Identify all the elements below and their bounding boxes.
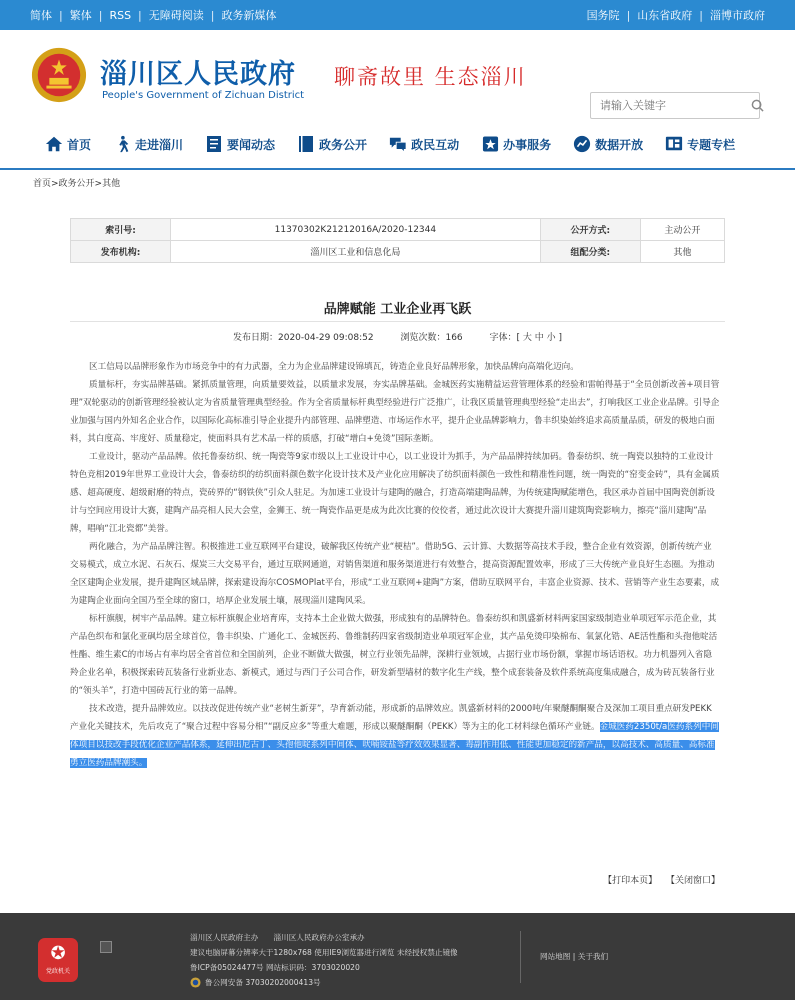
footer-police-text: 鲁公网安备 37030202000413号: [205, 978, 321, 987]
article-paragraph: 工业设计，驱动产品品牌。依托鲁泰纺织、统一陶瓷等9家市级以上工业设计中心，以工业设计为抓手，为产品品牌持续加码。鲁泰纺织、统一陶瓷以独特的工业设计特色竞相2019年世界工业设计大会，鲁泰纺织的纺织面料颜色数字化设计技术及产业化应用解决了纺织面料颜色一致性和精准性问题，统一陶瓷的“窑变金砖”，具有金属质感、超高硬度、超级耐磨的特点，瓷砖界的“钢铁侠”引众人驻足。为加速工业设计与建陶的融合，打造高端建陶品牌，为传统建陶赋能增色，我区承办首届中国陶瓷创新设计与空间应用设计大赛，建陶产品亮相人民大会堂，金狮王、统一陶瓷作品更是成为此次比赛的佼佼者，通过此次设计大赛提升淄川建筑陶瓷影响力，擦亮“淄川建陶”品牌，唱响“江北瓷都”美誉。: [70, 452, 720, 534]
book-icon: [296, 134, 316, 154]
category-label: 组配分类:: [540, 241, 640, 263]
article-paragraph-text: 技术改造，提升品牌效应。以技改促进传统产业“老树生新芽”，孕育新动能，形成新的品牌效应。凯盛新材料的2000吨/年聚醚酮酮聚合及深加工项目重点研发PEKK产业化关键技术，先后攻克了“聚合过程中容易分相”“副反应多”等重大难题，形成以聚醚酮酮（PEKK）等为主的化工材料绿色循环产业链。: [70, 704, 712, 732]
article-paragraph: 两化融合，为产品品牌注智。积极推进工业互联网平台建设，破解我区传统产业“梗桔”。借助5G、云计算、大数据等高技术手段，整合企业有效资源，创新传统产业交易模式，成立水泥、石灰石、煤炭三大交易平台，通过互联网通道，对销售渠道和服务渠道进行有效整合，提高资源配置效率，形成了三大传统产业良好生态圈。为推动全区建陶企业发展，提升建陶区域品牌，探索建设海尔COSMOPlat平台，形成“工业互联网+建陶”方案，借助互联网平台，丰富企业资源、技术、营销等产业生态要素，成为建陶企业面向全国乃至全球的窗口，培厚企业发展土壤，展现淄川建陶风采。: [70, 542, 720, 606]
link-accessibility[interactable]: 无障碍阅读: [148, 9, 204, 22]
top-bar: [0, 0, 795, 30]
breadcrumb[interactable]: 首页>政务公开>其他: [33, 179, 121, 189]
site-footer: [0, 913, 795, 1000]
link-traditional[interactable]: 繁体: [69, 9, 92, 22]
link-shandong-gov[interactable]: 山东省政府: [637, 9, 693, 22]
nav-services-label: 办事服务: [503, 137, 552, 152]
nav-open-data-label: 数据开放: [595, 137, 644, 152]
nav-home-label: 首页: [67, 137, 92, 152]
nav-gov-affairs-label: 政务公开: [319, 137, 368, 152]
link-state-council[interactable]: 国务院: [586, 9, 620, 22]
category-value: 其他: [640, 241, 724, 263]
link-rss[interactable]: RSS: [109, 8, 132, 22]
org-value: 淄川区工业和信息化局: [171, 241, 541, 263]
nav-interaction-label: 政民互动: [411, 137, 460, 152]
separator: |: [626, 8, 631, 22]
article-title: 品牌赋能 工业企业再飞跃: [323, 302, 472, 317]
nav-news-label: 要闻动态: [227, 137, 276, 152]
interaction-icon: [388, 134, 408, 154]
nav-about-label: 走进淄川: [135, 137, 184, 152]
selected-text: 金城医药2350t/a医药系列中间体项目以技改手段优化企业产品体系，延伸出尼古丁、头孢他啶系列中间体、吠喃铵盐等疗效效果显著、毒副作用低、性能更加稳定的新产品，以高技术、高质量、高标准勇立医药品牌潮头。: [70, 722, 719, 768]
main-nav: [0, 120, 795, 170]
search-icon[interactable]: [751, 99, 764, 112]
site-title[interactable]: 淄川区人民政府: [100, 59, 296, 90]
police-badge-icon: [190, 977, 201, 988]
separator: |: [699, 8, 703, 22]
broken-image-icon: [100, 941, 112, 953]
nav-open-data[interactable]: [572, 120, 643, 168]
method-value: 主动公开: [640, 219, 724, 241]
nav-topics[interactable]: [664, 120, 735, 168]
walk-icon: [112, 134, 132, 154]
search-input[interactable]: [591, 93, 751, 118]
divider: [70, 321, 725, 322]
nav-topics-label: 专题专栏: [687, 137, 736, 152]
separator: |: [59, 8, 63, 22]
nav-interaction[interactable]: [388, 120, 459, 168]
article-actions: [597, 873, 720, 886]
nav-services[interactable]: [480, 120, 551, 168]
font-size-switcher[interactable]: 字体：[ 大 中 小 ]: [489, 333, 562, 343]
separator: |: [138, 8, 142, 22]
footer-links: [540, 951, 608, 962]
link-simplified[interactable]: 简体: [30, 9, 52, 22]
view-count: 浏览次数：166: [400, 333, 463, 343]
nav-about[interactable]: [112, 120, 183, 168]
method-label: 公开方式:: [540, 219, 640, 241]
separator: |: [570, 952, 578, 961]
nav-gov-affairs[interactable]: [296, 120, 367, 168]
footer-browser-note: 建议电脑屏幕分辨率大于1280x768 使用IE9浏览器进行浏览 未经授权禁止镜像: [190, 948, 458, 957]
emblem-icon: ✪: [50, 943, 66, 964]
link-zibo-gov[interactable]: 淄博市政府: [710, 9, 765, 22]
article-paragraph: 质量标杆，夯实品牌基础。紧抓质量管理，向质量要效益，以质量求发展，夯实品牌基础。金城医药实施精益运营管理体系的经验和雷帕得基于“全员创新改善+项目管理”双轮驱动的创新管理经验被认定为省质量管理典型经验。作为全省质量标杆典型经验进行广泛推广，让我区质量管理典型经验“走出去”，打响我区工业企业品牌。引导企业加强与国内外知名企业合作，以国际化高标准引导企业提升内部管理、品牌塑造、市场运作水平，提升企业品牌影响力，鲁丰织染始终追求高质量品质，研发的极地白面料，其白度高、牢度好、质量稳定，使面料具有艺术品一样的质感，打破“增白+免烫”国际垄断。: [70, 380, 720, 444]
topic-icon: [664, 134, 684, 154]
link-new-media[interactable]: 政务新媒体: [221, 9, 277, 22]
index-label: 索引号:: [71, 219, 171, 241]
article-info: [0, 330, 795, 343]
top-bar-right: [587, 7, 765, 23]
news-icon: [204, 134, 224, 154]
article-paragraph: 区工信局以品牌形象作为市场竞争中的有力武器，全力为企业品牌建设锦填瓦，铸造企业良好品牌形象，加快品牌向高端化迈向。: [89, 362, 579, 372]
site-title-english: People's Government of Zichuan District: [102, 90, 305, 101]
document-meta-table: [70, 218, 725, 263]
data-icon: [572, 134, 592, 154]
org-label: 发布机构:: [71, 241, 171, 263]
footer-icp[interactable]: 鲁ICP备05024477号 网站标识码：3703020020: [190, 963, 360, 972]
article-paragraph: 标杆旗舰，树牢产品品牌。建立标杆旗舰企业培育库，支持本土企业做大做强，形成独有的品牌特色。鲁泰纺织和凯盛新材料两家国家级制造业单项冠军示范企业，其产品色织布和氯化亚砜均居全球首位，鲁丰织染、广通化工、金城医药、鲁维制药四家省级制造业单项冠军企业，其产品免烫印染棉布、氧氯化锆、AE活性酯和头孢他啶活性酯、维生素C的市场占有率均居全省首位和全国前列，企业不断做大做强，树立行业领先品牌，深耕行业领域，占据行业市场份额，掌握市场话语权。功力机器列入省隐羚企业名单，积极探索砖瓦装备行业新业态、新模式，通过与西门子公司合作，研发新型墙材的数字化生产线，整个成套装备及软件系统高度集成融合，成为砖瓦装备行业的“领头羊”，打造中国砖瓦行业的第一品牌。: [70, 614, 718, 696]
footer-info: [190, 930, 458, 990]
footer-police-record[interactable]: [190, 975, 458, 990]
footer-sponsor: 淄川区人民政府主办 淄川区人民政府办公室承办: [190, 933, 365, 942]
close-window-button[interactable]: 【关闭窗口】: [665, 876, 720, 886]
article-paragraph: [70, 700, 720, 772]
home-icon: [44, 134, 64, 154]
site-header: [0, 30, 795, 120]
site-slogan: 聊斋故里 生态淄川: [334, 65, 527, 89]
nav-news[interactable]: [204, 120, 275, 168]
nav-home[interactable]: [44, 120, 91, 168]
top-bar-left: [30, 7, 276, 23]
national-emblem-icon[interactable]: [30, 46, 88, 104]
print-button[interactable]: 【打印本页】: [603, 876, 658, 886]
search-box: [590, 92, 760, 119]
service-icon: [480, 134, 500, 154]
party-gov-badge[interactable]: [38, 938, 78, 982]
article-body: [70, 358, 720, 772]
table-row: [71, 241, 725, 263]
separator: |: [210, 8, 215, 22]
index-value: 11370302K21212016A/2020-12344: [171, 219, 541, 241]
separator: |: [98, 8, 103, 22]
sitemap-link[interactable]: 网站地图: [540, 952, 571, 961]
table-row: [71, 219, 725, 241]
badge-label: 党政机关: [45, 968, 70, 975]
publish-date: 发布日期：2020-04-29 09:08:52: [233, 333, 374, 343]
about-us-link[interactable]: 关于我们: [577, 952, 609, 961]
footer-divider: [520, 931, 521, 983]
